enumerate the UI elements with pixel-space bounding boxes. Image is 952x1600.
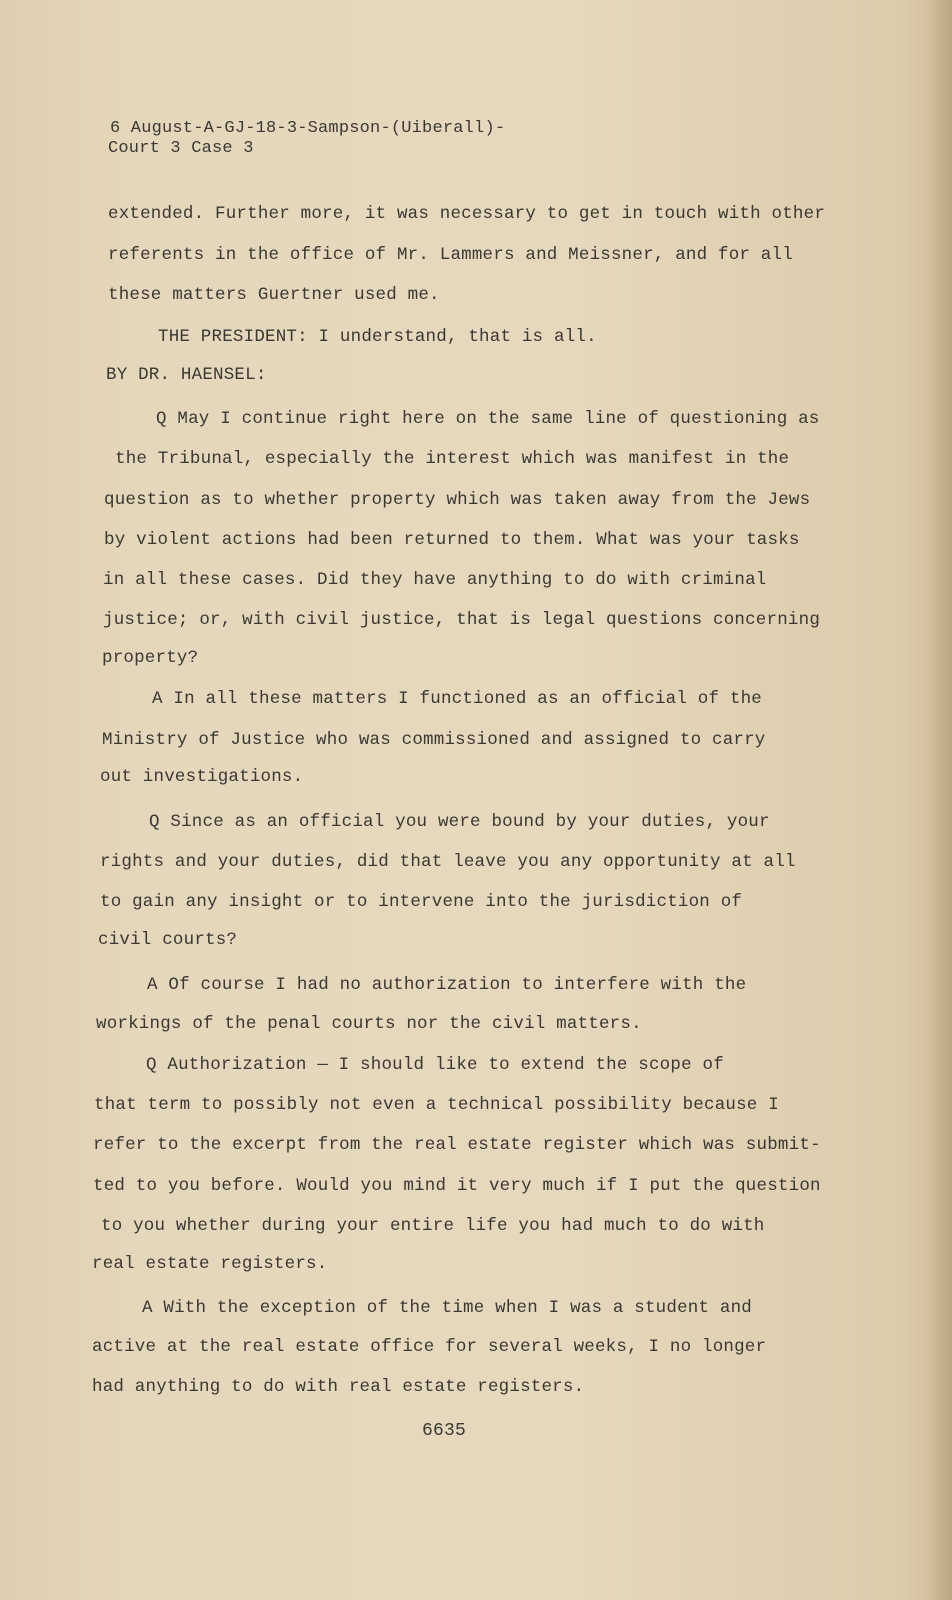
text-line: to you whether during your entire life you had much to do with (101, 1216, 765, 1236)
text-line: Q Authorization — I should like to extend the scope of (146, 1055, 724, 1075)
text-line: these matters Guertner used me. (108, 285, 440, 305)
text-line: refer to the excerpt from the real estate register which was submit- (93, 1135, 821, 1155)
text-line: A Of course I had no authorization to interfere with the (147, 975, 747, 995)
text-line: by violent actions had been returned to them. What was your tasks (104, 530, 800, 550)
text-line: active at the real estate office for several weeks, I no longer (92, 1337, 767, 1357)
text-line: BY DR. HAENSEL: (106, 365, 267, 385)
text-line: Q May I continue right here on the same line of questioning as (156, 409, 820, 429)
text-line: in all these cases. Did they have anything to do with criminal (103, 570, 767, 590)
text-line: justice; or, with civil justice, that is legal questions concerning (103, 610, 821, 630)
text-line: Ministry of Justice who was commissioned and assigned to carry (102, 730, 766, 750)
text-line: A In all these matters I functioned as an official of the (152, 689, 762, 709)
text-line: had anything to do with real estate registers. (92, 1377, 585, 1397)
text-line: property? (102, 648, 199, 668)
text-line: to gain any insight or to intervene into the jurisdiction of (100, 892, 743, 912)
text-line: extended. Further more, it was necessary to get in touch with other (108, 204, 826, 224)
page-number: 6635 (422, 1421, 467, 1441)
text-line: A With the exception of the time when I was a student and (142, 1298, 752, 1318)
text-line: ted to you before. Would you mind it very much if I put the question (93, 1176, 821, 1196)
header-line-1: 6 August-A-GJ-18-3-Sampson-(Uiberall)- (110, 119, 506, 138)
text-line: real estate registers. (92, 1254, 328, 1274)
page-edge-shadow (926, 0, 952, 1600)
text-line: question as to whether property which was taken away from the Jews (104, 490, 811, 510)
text-line: Q Since as an official you were bound by your duties, your (149, 812, 770, 832)
text-line: civil courts? (98, 930, 238, 950)
text-line: THE PRESIDENT: I understand, that is all. (158, 327, 597, 347)
text-line: rights and your duties, did that leave you any opportunity at all (100, 852, 796, 872)
text-line: workings of the penal courts nor the civil matters. (96, 1014, 642, 1034)
header-line-2: Court 3 Case 3 (108, 139, 254, 158)
text-line: referents in the office of Mr. Lammers and Meissner, and for all (108, 245, 793, 265)
text-line: out investigations. (100, 767, 304, 787)
text-line: the Tribunal, especially the interest which was manifest in the (115, 449, 790, 469)
text-line: that term to possibly not even a technical possibility because I (94, 1095, 779, 1115)
